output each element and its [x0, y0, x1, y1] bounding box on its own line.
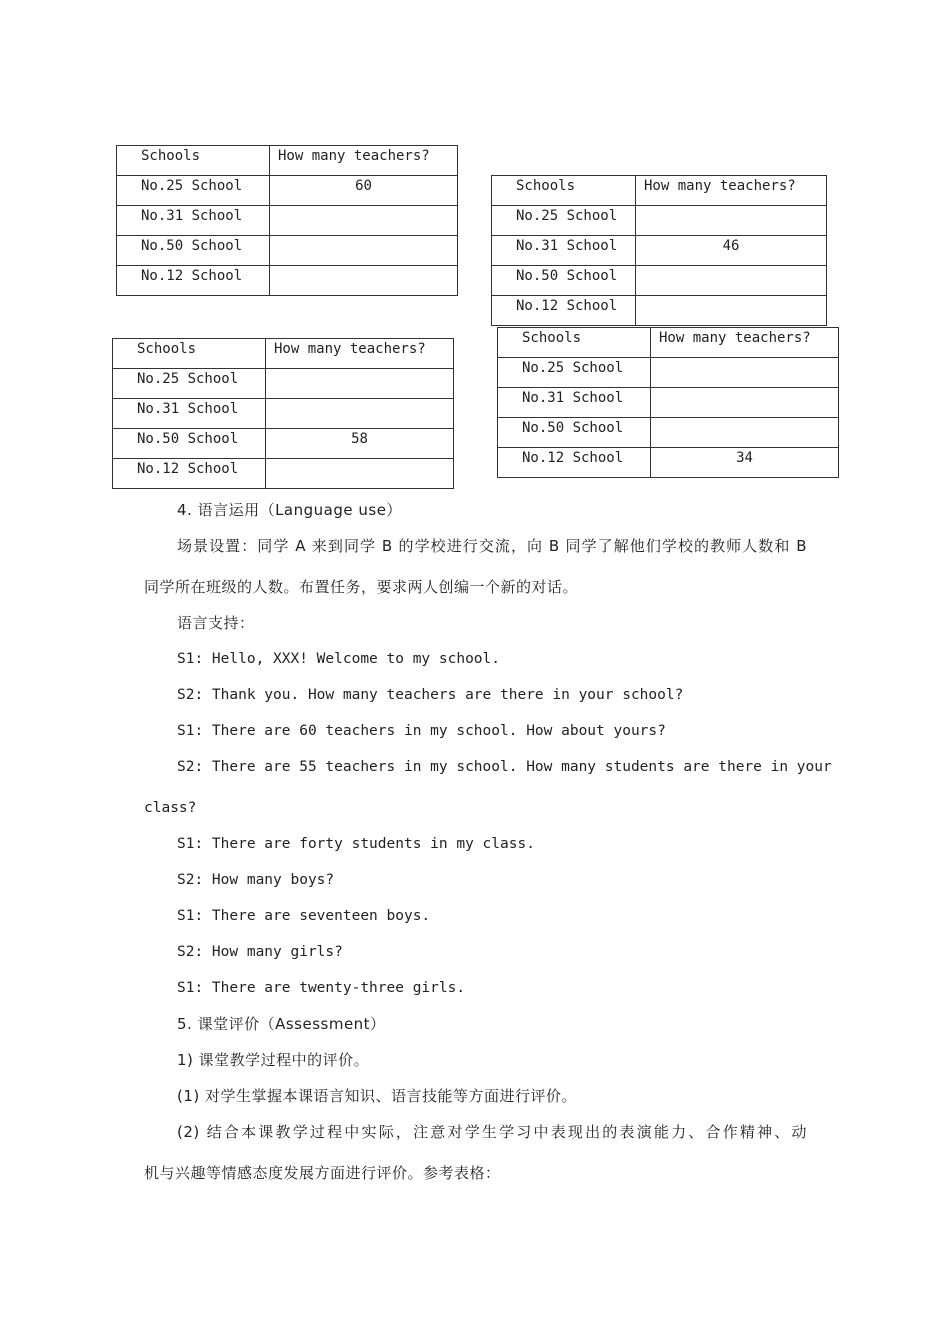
table-row	[492, 296, 827, 326]
school-cell: No.31 School	[113, 399, 266, 429]
table-row	[113, 459, 454, 489]
table-row	[117, 266, 458, 296]
table-row	[113, 429, 454, 459]
teachers-cell: 46	[636, 236, 827, 266]
table-row	[498, 448, 839, 478]
teachers-cell	[266, 369, 454, 399]
scenario-text-line-1: 场景设置：同学 A 来到同学 B 的学校进行交流，向 B 同学了解他们学校的教师人数和 B	[177, 537, 807, 555]
teachers-cell	[270, 266, 458, 296]
table-row	[113, 369, 454, 399]
teachers-table-1	[116, 145, 458, 296]
dialogue-line: S1: There are 60 teachers in my school. How about yours?	[177, 723, 666, 739]
table-row	[492, 206, 827, 236]
table-row	[498, 358, 839, 388]
dialogue-line: S2: How many boys?	[177, 872, 335, 888]
teachers-cell	[270, 206, 458, 236]
header-schools: Schools	[498, 328, 651, 358]
school-cell: No.12 School	[113, 459, 266, 489]
school-cell: No.50 School	[117, 236, 270, 266]
teachers-cell: 58	[266, 429, 454, 459]
assessment-item-1-2-line-2: 机与兴趣等情感态度发展方面进行评价。参考表格：	[144, 1164, 501, 1182]
header-teachers: How many teachers?	[651, 328, 839, 358]
header-teachers: How many teachers?	[636, 176, 827, 206]
school-cell: No.25 School	[492, 206, 636, 236]
table-header-row	[117, 146, 458, 176]
header-teachers: How many teachers?	[266, 339, 454, 369]
teachers-cell	[651, 388, 839, 418]
teachers-table-2	[491, 175, 827, 326]
school-cell: No.12 School	[117, 266, 270, 296]
teachers-cell	[266, 399, 454, 429]
header-schools: Schools	[117, 146, 270, 176]
dialogue-line: S2: Thank you. How many teachers are there in your school?	[177, 687, 684, 703]
scenario-text-line-2: 同学所在班级的人数。布置任务，要求两人创编一个新的对话。	[144, 578, 579, 596]
school-cell: No.31 School	[117, 206, 270, 236]
table-row	[117, 236, 458, 266]
language-support-label: 语言支持：	[177, 614, 255, 632]
header-teachers: How many teachers?	[270, 146, 458, 176]
dialogue-line: S2: How many girls?	[177, 944, 343, 960]
school-cell: No.25 School	[498, 358, 651, 388]
table-row	[117, 176, 458, 206]
teachers-cell	[636, 296, 827, 326]
assessment-item-1-1: (1) 对学生掌握本课语言知识、语言技能等方面进行评价。	[177, 1087, 578, 1105]
table-row	[113, 399, 454, 429]
section-4-heading: 4. 语言运用（Language use）	[177, 501, 402, 519]
school-cell: No.50 School	[492, 266, 636, 296]
dialogue-line: S2: There are 55 teachers in my school. How many students are there in your	[177, 759, 832, 775]
dialogue-line: S1: Hello, XXX! Welcome to my school.	[177, 651, 501, 667]
table-row	[117, 206, 458, 236]
teachers-cell	[651, 358, 839, 388]
teachers-table-4	[497, 327, 839, 478]
header-schools: Schools	[113, 339, 266, 369]
table-header-row	[492, 176, 827, 206]
dialogue-line: class?	[144, 800, 197, 816]
assessment-item-1-2-line-1: (2) 结合本课教学过程中实际，注意对学生学习中表现出的表演能力、合作精神、动	[177, 1123, 807, 1141]
header-schools: Schools	[492, 176, 636, 206]
assessment-item-1: 1) 课堂教学过程中的评价。	[177, 1051, 370, 1069]
table-row	[492, 236, 827, 266]
school-cell: No.12 School	[498, 448, 651, 478]
school-cell: No.31 School	[492, 236, 636, 266]
table-header-row	[498, 328, 839, 358]
table-row	[498, 418, 839, 448]
table-header-row	[113, 339, 454, 369]
teachers-cell: 34	[651, 448, 839, 478]
school-cell: No.25 School	[113, 369, 266, 399]
school-cell: No.50 School	[498, 418, 651, 448]
teachers-cell: 60	[270, 176, 458, 206]
table-row	[498, 388, 839, 418]
dialogue-line: S1: There are twenty-three girls.	[177, 980, 466, 996]
school-cell: No.12 School	[492, 296, 636, 326]
teachers-table-3	[112, 338, 454, 489]
section-5-heading: 5. 课堂评价（Assessment）	[177, 1015, 386, 1033]
teachers-cell	[651, 418, 839, 448]
school-cell: No.25 School	[117, 176, 270, 206]
table-row	[492, 266, 827, 296]
school-cell: No.31 School	[498, 388, 651, 418]
dialogue-line: S1: There are seventeen boys.	[177, 908, 431, 924]
school-cell: No.50 School	[113, 429, 266, 459]
dialogue-line: S1: There are forty students in my class.	[177, 836, 535, 852]
teachers-cell	[636, 266, 827, 296]
teachers-cell	[636, 206, 827, 236]
teachers-cell	[270, 236, 458, 266]
teachers-cell	[266, 459, 454, 489]
